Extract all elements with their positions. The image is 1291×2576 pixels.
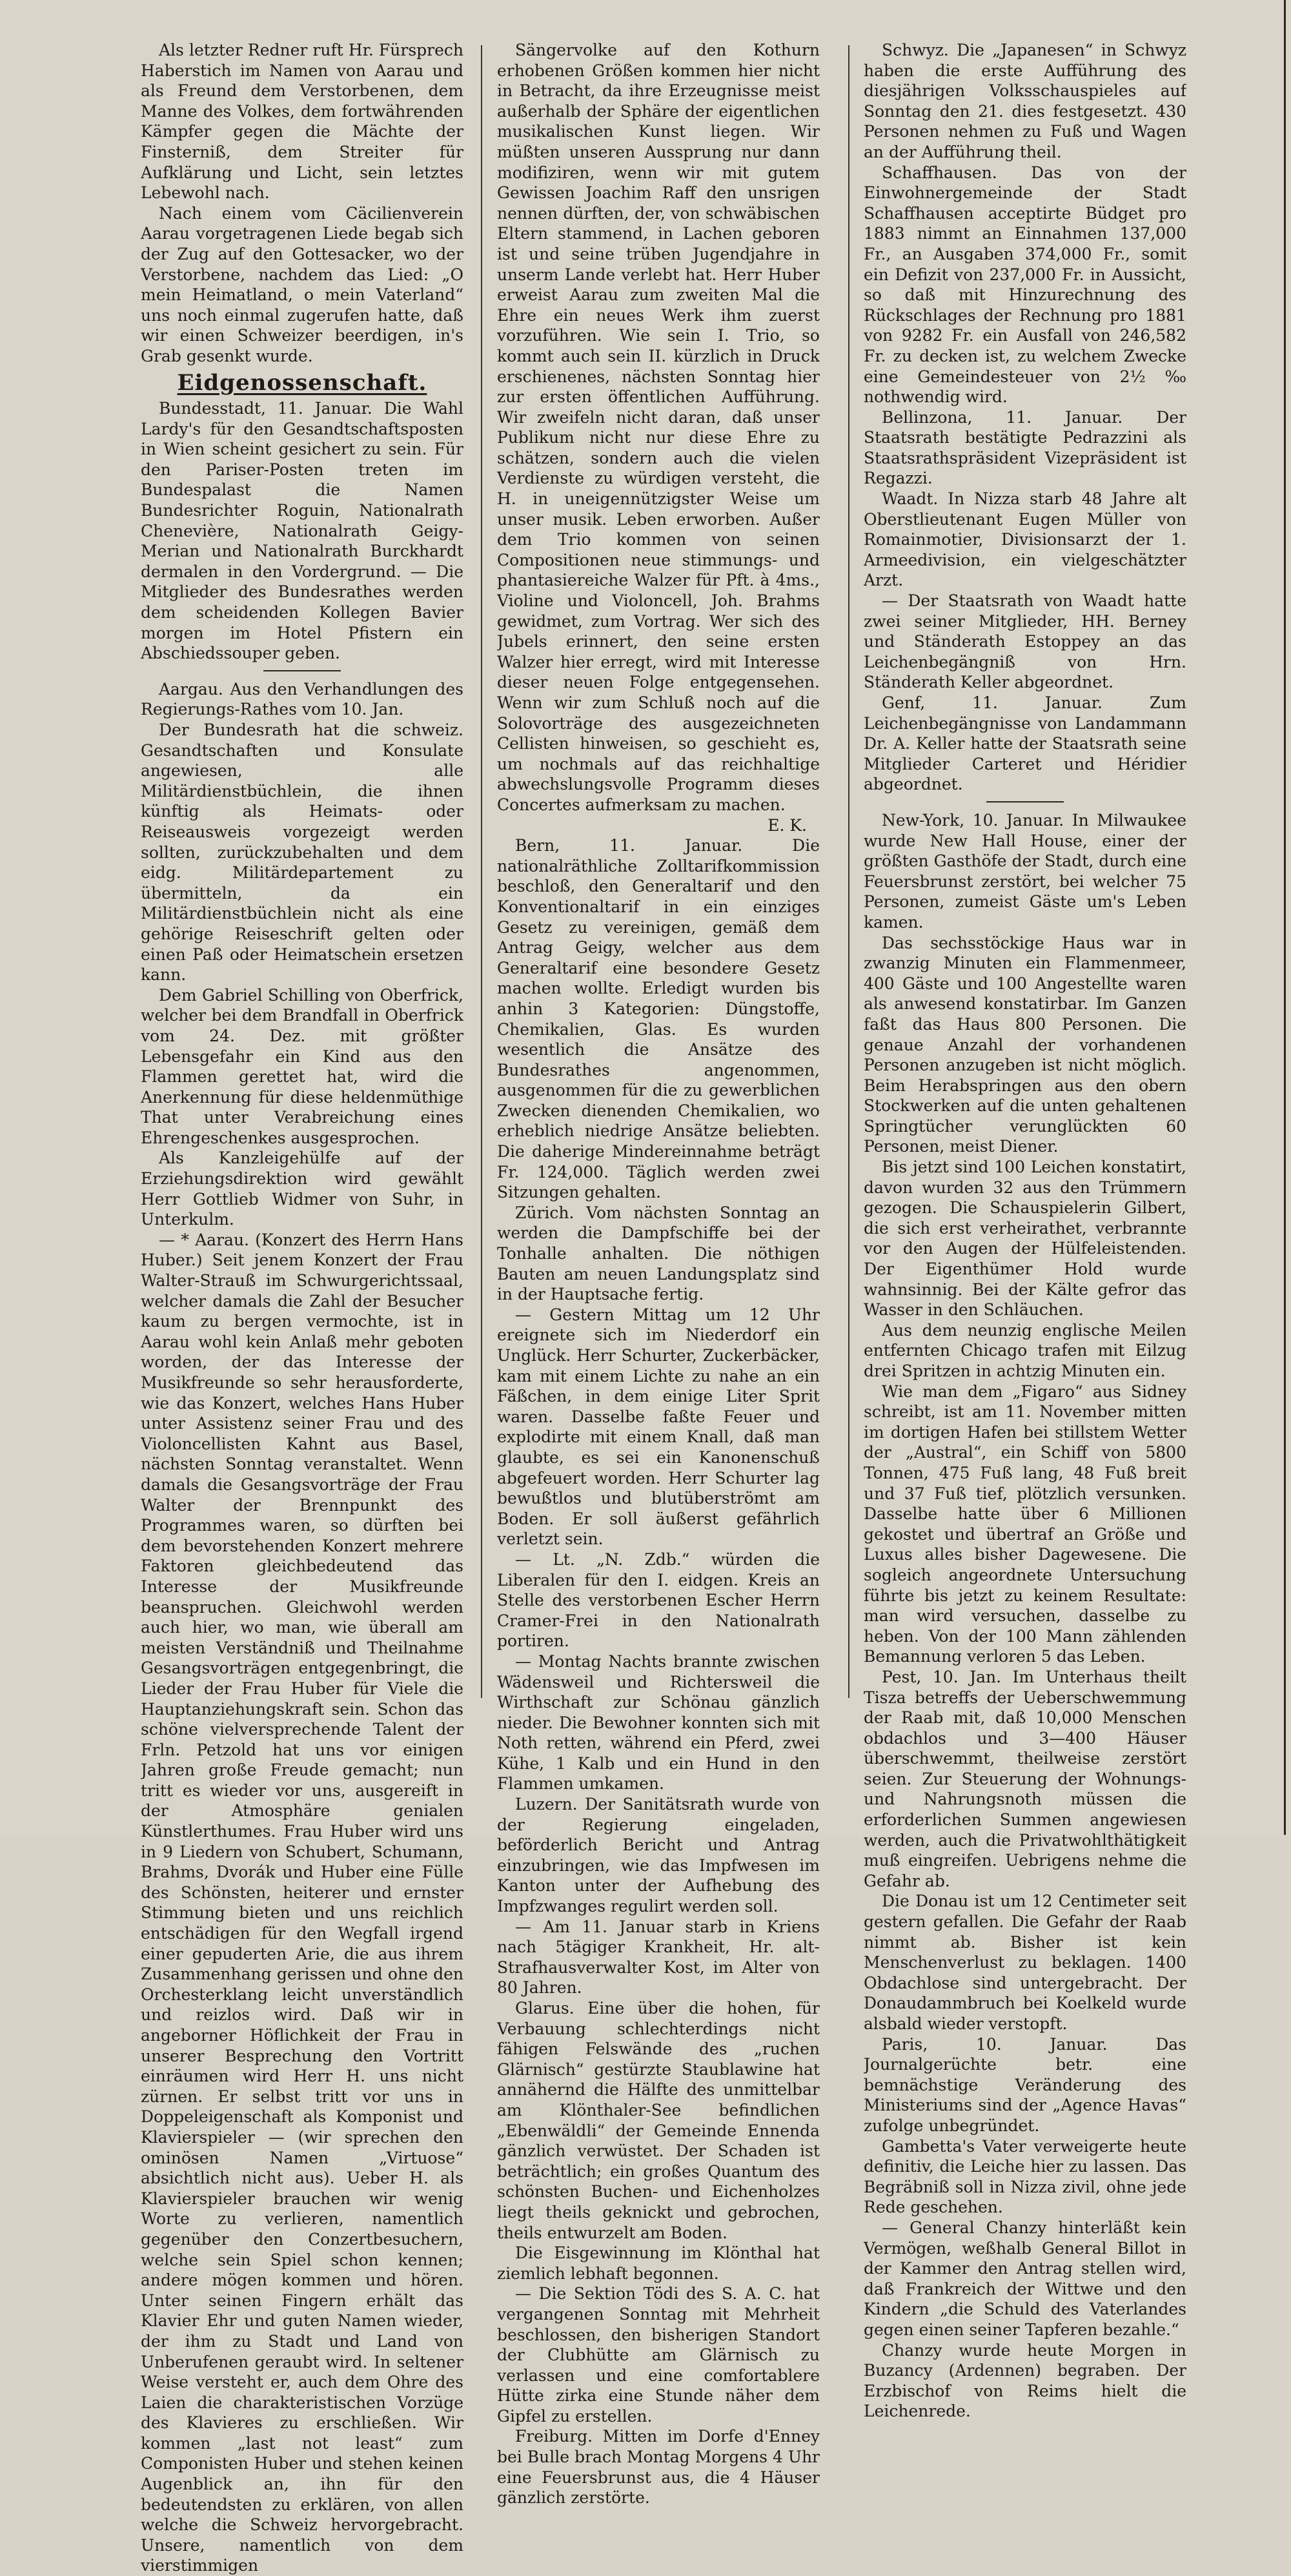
paragraph: Zürich. Vom nächsten Sonntag an werden die Dampfschiffe bei der Tonhalle anhalten. Die nöthigen Bauten am neuen Landungsplatz sind in der Hauptsache fertig. — [497, 1203, 820, 1304]
paragraph: — General Chanzy hinterläßt kein Vermögen, weßhalb General Billot in der Kammer den Antrag stellen wird, daß Frankreich der Wittwe und den Kindern „die Schuld des Vaterlandes gegen einen seiner Tapferen bezahle.“ — [864, 2218, 1186, 2339]
separator — [263, 670, 341, 671]
column-2 — [497, 40, 820, 2508]
paragraph: Bern, 11. Januar. Die nationalräthliche Zolltarifkommission beschloß, den Generaltarif und den Konventionaltarif in ein einziges Gesetz zu vereinigen, gemäß dem Antrag Geigy, welcher aus dem Generaltarif eine besondere Gesetz machen wollte. Erledigt wurden bis anhin 3 Kategorien: Düngstoffe, Chemikalien, Glas. Es wurden wesentlich die Ansätze des Bundesrathes angenommen, ausgenommen für die zu gewerblichen Zwecken dienenden Chemikalien, wo erheblich niedrige Ansätze beliebten. Die daherige Mindereinnahme beträgt Fr. 124,000. Täglich werden zwei Sitzungen gehalten. — [497, 836, 820, 1202]
paragraph: Der Bundesrath hat die schweiz. Gesandtschaften und Konsulate angewiesen, alle Militärdienstbüchlein, die ihnen künftig als Heimats- oder Reiseausweis vorgezeigt werden sollten, zurückzubehalten und dem eidg. Militärdepartement zu übermitteln, da ein Militärdienstbüchlein nicht als eine gehörige Reiseschrift gelten oder einen Paß oder Heimatschein ersetzen kann. — [141, 721, 463, 985]
paragraph: Bis jetzt sind 100 Leichen konstatirt, davon wurden 32 aus den Trümmern gezogen. Die Schauspielerin Gilbert, die sich erst verheirathet, verbrannte vor den Augen der Hülfeleistenden. Der Eigenthümer Hold wurde wahnsinnig. Bei der Kälte gefror das Wasser in den Schläuchen. — [864, 1158, 1186, 1320]
paragraph: Luzern. Der Sanitätsrath wurde von der Regierung eingeladen, beförderlich Bericht und Antrag einzubringen, wie das Impfwesen im Kanton unter der Aufhebung des Impfzwanges regulirt werden soll. — [497, 1795, 820, 1916]
paragraph: Pest, 10. Jan. Im Unterhaus theilt Tisza betreffs der Ueberschwemmung der Raab mit, daß 10,000 Menschen obdachlos und 3—400 Häuser überschwemmt, theilweise zerstört seien. Zur Steuerung der Wohnungs- und Nahrungsnoth müssen die erforderlichen Summen angewiesen werden, auch die Privatwohlthätigkeit muß eingreifen. Uebrigens nehme die Gefahr ab. — [864, 1667, 1186, 1890]
paragraph: Bellinzona, 11. Januar. Der Staatsrath bestätigte Pedrazzini als Staatsrathspräsident Vizepräsident ist Regazzi. — [864, 407, 1186, 488]
paragraph: — Der Staatsrath von Waadt hatte zwei seiner Mitglieder, HH. Berney und Ständerath Estoppey an das Leichenbegängniß von Hrn. Ständerath Keller abgeordnet. — [864, 591, 1186, 692]
paragraph: — * Aarau. (Konzert des Herrn Hans Huber.) Seit jenem Konzert der Frau Walter-Strauß im Schwurgerichtssaal, welcher damals die Zahl der Besucher kaum zu bergen vermochte, ist in Aarau wohl kein Anlaß mehr geboten worden, der das Interesse der Musikfreunde so sehr herausforderte, wie das Konzert, welches Hans Huber unter Assistenz seiner Frau und des Violoncellisten Kahnt aus Basel, nächsten Sonntag veranstaltet. Wenn damals die Gesangsvorträge der Frau Walter der Brennpunkt des Programmes waren, so dürften bei dem bevorstehenden Konzert mehrere Faktoren gleichbedeutend das Interesse der Musikfreunde beanspruchen. Gleichwohl werden auch hier, wo man, wie überall am meisten Verständniß und Theilnahme Gesangsvorträgen entgegenbringt, die Lieder der Frau Huber für Viele die Hauptanziehungskraft sein. Schon das schöne vielversprechende Talent der Frln. Petzold hat uns vor einigen Jahren große Freude gemacht; nun tritt es wieder vor uns, ausgereift in der Atmosphäre genialen Künstlerthumes. Frau Huber wird uns in 9 Liedern von Schubert, Schumann, Brahms, Dvorák und Huber eine Fülle des Schönsten, heiterer und ernster Stimmung bieten und uns reichlich entschädigen für den Wegfall irgend einer gepuderten Arie, die aus ihrem Zusammenhang gerissen und ohne den Orchesterklang leicht unverständlich und reizlos wird. Daß wir in angeborner Höflichkeit der Frau in unserer Besprechung den Vortritt einräumen wird Herr H. uns nicht zürnen. Er selbst tritt vor uns in Doppeleigenschaft als Komponist und Klavierspieler — (wir sprechen den ominösen Namen „Virtuose“ absichtlich nicht aus). Ueber H. als Klavierspieler brauchen wir wenig Worte zu verlieren, namentlich gegenüber den Conzertbesuchern, welche sein Spiel schon kennen; andere mögen kommen und hören. Unter seinen Fingern erhält das Klavier Ehr und guten Namen wieder, der ihm zu Stadt und Land von Unberufenen geraubt wird. In seltener Weise versteht er, auch dem Ohre des Laien die charakteristischen Vorzüge des Klavieres zu erschließen. Wir kommen „last not least“ zum Componisten Huber und stehen keinen Augenblick an, ihn für den bedeutendsten zu erklären, von allen welche die Schweiz hervorgebracht. Unsere, namentlich von dem vierstimmigen — [141, 1230, 463, 2575]
paragraph: Gambetta's Vater verweigerte heute definitiv, die Leiche hier zu lassen. Das Begräbniß soll in Nizza zivil, ohne jede Rede geschehen. — [864, 2136, 1186, 2217]
intro-block — [141, 40, 463, 367]
page-edge-line — [1284, 0, 1286, 1835]
column-rule-2 — [848, 45, 849, 1698]
paragraph: Freiburg. Mitten im Dorfe d'Enney bei Bulle brach Montag Morgens 4 Uhr eine Feuersbrunst aus, die 4 Häuser gänzlich zerstörte. — [497, 2427, 820, 2508]
paragraph: Aus dem neunzig englische Meilen entfernten Chicago trafen mit Eilzug drei Spritzen in achtzig Minuten ein. — [864, 1320, 1186, 1380]
separator — [986, 801, 1064, 802]
paragraph: Chanzy wurde heute Morgen in Buzancy (Ardennen) begraben. Der Erzbischof von Reims hielt die Leichenrede. — [864, 2340, 1186, 2421]
paragraph: — Lt. „N. Zdb.“ würden die Liberalen für den I. eidgen. Kreis an Stelle des verstorbenen Escher Herrn Cramer-Frei in den Nationalrath portiren. — [497, 1549, 820, 1651]
paragraph: Das sechsstöckige Haus war in zwanzig Minuten ein Flammenmeer, 400 Gäste und 100 Angestellte waren als anwesend konstatirbar. Im Ganzen faßt das Haus 800 Personen. Die genaue Anzahl der vorhandenen Personen anzugeben ist nicht möglich. Beim Herabspringen aus den obern Stockwerken auf die unten gehaltenen Springtücher verunglückten 60 Personen, meist Diener. — [864, 933, 1186, 1156]
column-1 — [141, 40, 463, 2576]
paragraph: New-York, 10. Januar. In Milwaukee wurde New Hall House, einer der größten Gasthöfe der Stadt, durch eine Feuersbrunst zerstört, bei welcher 75 Personen, zumeist Gäste um's Leben kamen. — [864, 810, 1186, 932]
column-rule-1 — [481, 45, 482, 1698]
paragraph: Schwyz. Die „Japanesen“ in Schwyz haben die erste Aufführung des diesjährigen Volksschauspieles auf Sonntag den 21. dies festgesetzt. 430 Personen nehmen zu Fuß und Wagen an der Aufführung theil. — [864, 41, 1186, 161]
paragraph: Dem Gabriel Schilling von Oberfrick, welcher bei dem Brandfall in Oberfrick vom 24. Dez. mit größter Lebensgefahr ein Kind aus den Flammen gerettet hat, wird die Anerkennung für diese heldenmüthige That unter Verabreichung eines Ehrengeschenkes ausgesprochen. — [141, 985, 463, 1147]
author-signature: E. K. — [767, 815, 807, 835]
paragraph: Sängervolke auf den Kothurn erhobenen Größen kommen hier nicht in Betracht, da ihre Erzeugnisse meist außerhalb der Sphäre der eigentlichen musikalischen Kunst liegen. Wir müßten unseren Aussprung nur dann modifiziren, wenn wir mit gutem Gewissen Joachim Raff den unsrigen nennen dürften, der, von schwäbischen Eltern stammend, in Lachen geboren ist und seine trüben Jugendjahre in unserm Lande verlebt hat. Herr Huber erweist Aarau zum zweiten Mal die Ehre ein neues Werk ihm zuerst vorzuführen. Wie sein I. Trio, so kommt auch sein II. kürzlich in Druck erschienenes, nächsten Sonntag hier zur ersten öffentlichen Aufführung. Wir zweifeln nicht daran, daß unser Publikum nicht nur diese Ehre zu schätzen, sondern auch die vielen Verdienste zu würdigen versteht, die H. in uneigennützigster Weise um unser musik. Leben erworben. Außer dem Trio kommen von seinen Compositionen neue stimmungs- und phantasiereiche Walzer für Pft. à 4ms., Violine und Violoncell, Joh. Brahms gewidmet, zum Vortrag. Wer sich des Jubels erinnert, den seine ersten Walzer hier erregt, wird mit Interesse dieser neuen Folge entgegensehen. Wenn wir zum Schluß noch auf die Solovorträge des ausgezeichneten Cellisten hinweisen, so geschieht es, um nochmals auf das reichhaltige abwechslungsvolle Programm dieses Concertes aufmerksam zu machen. — [497, 41, 820, 814]
paragraph: Genf, 11. Januar. Zum Leichenbegängnisse von Landammann Dr. A. Keller hatte der Staatsrath seine Mitglieder Carteret und Héridier abgeordnet. — [864, 693, 1186, 794]
section-title: Eidgenossenschaft. — [177, 369, 427, 396]
paragraph: — Gestern Mittag um 12 Uhr ereignete sich im Niederdorf ein Unglück. Herr Schurter, Zuckerbäcker, kam mit einem Lichte zu nahe an ein Fäßchen, in dem einige Liter Sprit waren. Dasselbe faßte Feuer und explodirte mit einem Knall, daß man glaubte, es sei ein Kanonenschuß abgefeuert worden. Herr Schurter lag bewußtlos und blutüberströmt am Boden. Er soll äußerst gefährlich verletzt sein. — [497, 1305, 820, 1549]
paragraph: Als letzter Redner ruft Hr. Fürsprech Haberstich im Namen von Aarau und als Freund dem Verstorbenen, dem Manne des Volkes, dem fortwährenden Kämpfer gegen die Mächte der Finsterniß, dem Streiter für Aufklärung und Licht, sein letztes Lebewohl nach. — [141, 41, 463, 203]
paragraph: Nach einem vom Cäcilienverein Aarau vorgetragenen Liede begab sich der Zug auf den Gottesacker, wo der Verstorbene, nachdem das Lied: „O mein Heimatland, o mein Vaterland“ uns noch einmal zugerufen hatte, daß wir einen Schweizer beerdigen, in's Grab gesenkt wurde. — [141, 203, 463, 365]
paragraph: Aargau. Aus den Verhandlungen des Regierungs-Rathes vom 10. Jan. — [141, 679, 463, 719]
column-3 — [864, 40, 1186, 2422]
paragraph: Die Eisgewinnung im Klönthal hat ziemlich lebhaft begonnen. — [497, 2244, 820, 2283]
paragraph: Waadt. In Nizza starb 48 Jahre alt Oberstlieutenant Eugen Müller von Romainmotier, Divisionsarzt der 1. Armeedivision, ein vielgeschätzter Arzt. — [864, 489, 1186, 590]
paragraph: Als Kanzleigehülfe auf der Erziehungsdirektion wird gewählt Herr Gottlieb Widmer von Suhr, in Unterkulm. — [141, 1149, 463, 1229]
paragraph: Die Donau ist um 12 Centimeter seit gestern gefallen. Die Gefahr der Raab nimmt ab. Bisher ist kein Menschenverlust zu beklagen. 1400 Obdachlose sind untergebracht. Der Donaudammbruch bei Koelkeld wurde alsbald wieder verstopft. — [864, 1892, 1186, 2033]
paragraph: — Montag Nachts brannte zwischen Wädensweil und Richtersweil die Wirthschaft zur Schönau gänzlich nieder. Die Bewohner konnten sich mit Noth retten, während ein Pferd, zwei Kühe, 1 Kalb und ein Hund in den Flammen umkamen. — [497, 1651, 820, 1794]
paragraph: — Am 11. Januar starb in Kriens nach 5tägiger Krankheit, Hr. alt-Strafhausverwalter Kost, im Alter von 80 Jahren. — [497, 1917, 820, 1998]
paragraph: Paris, 10. Januar. Das Journalgerüchte betr. eine bemnächstige Veränderung des Ministeriums sind der „Agence Havas“ zufolge unbegründet. — [864, 2034, 1186, 2135]
paragraph: Bundesstadt, 11. Januar. Die Wahl Lardy's für den Gesandtschaftsposten in Wien scheint gesichert zu sein. Für den Pariser-Posten treten im Bundespalast die Namen Bundesrichter Roguin, Nationalrath Chenevière, Nationalrath Geigy-Merian und Nationalrath Burckhardt dermalen in den Vordergrund. — Die Mitglieder des Bundesrathes werden dem scheidenden Kollegen Bavier morgen im Hotel Pfistern ein Abschiedssouper geben. — [141, 399, 463, 663]
paragraph: Glarus. Eine über die hohen, für Verbauung schlechterdings nicht fähigen Felswände des „ruchen Glärnisch“ gestürzte Staublawine hat annähernd die Hälfte des unmittelbar am Klönthaler-See befindlichen „Ebenwäldli“ der Gemeinde Ennenda gänzlich verwüstet. Der Schaden ist beträchtlich; ein großes Quantum des schönsten Buchen- und Eichenholzes liegt theils geknickt und gebrochen, theils entwurzelt am Boden. — [497, 1999, 820, 2242]
paragraph: Schaffhausen. Das von der Einwohnergemeinde der Stadt Schaffhausen acceptirte Büdget pro 1883 nimmt an Einnahmen 137,000 Fr., an Ausgaben 374,000 Fr., somit ein Defizit von 237,000 Fr. in Aussicht, so daß mit Hinzurechnung des Rückschlages der Rechnung pro 1881 von 9282 Fr. ein Ausfall von 246,582 Fr. zu decken ist, zu welchem Zwecke eine Gemeindesteuer von 2½ ‰ nothwendig wird. — [864, 163, 1186, 407]
paragraph: Wie man dem „Figaro“ aus Sidney schreibt, ist am 11. November mitten im dortigen Hafen bei stillstem Wetter der „Austral“, ein Schiff von 5800 Tonnen, 475 Fuß lang, 48 Fuß breit und 37 Fuß tief, plötzlich versunken. Dasselbe hatte über 6 Millionen gekostet und übertraf an Größe und Luxus alles bisher Dagewesene. Die sogleich angeordnete Untersuchung führte bis jetzt zu keinem Resultate: man wird versuchen, dasselbe zu heben. Von der 100 Mann zählenden Bemannung verloren 5 das Leben. — [864, 1382, 1186, 1666]
paragraph: — Die Sektion Tödi des S. A. C. hat vergangenen Sonntag mit Mehrheit beschlossen, den bisherigen Standort der Clubhütte am Glärnisch zu verlassen und eine comfortablere Hütte zirka eine Stunde näher dem Gipfel zu erstellen. — [497, 2284, 820, 2426]
